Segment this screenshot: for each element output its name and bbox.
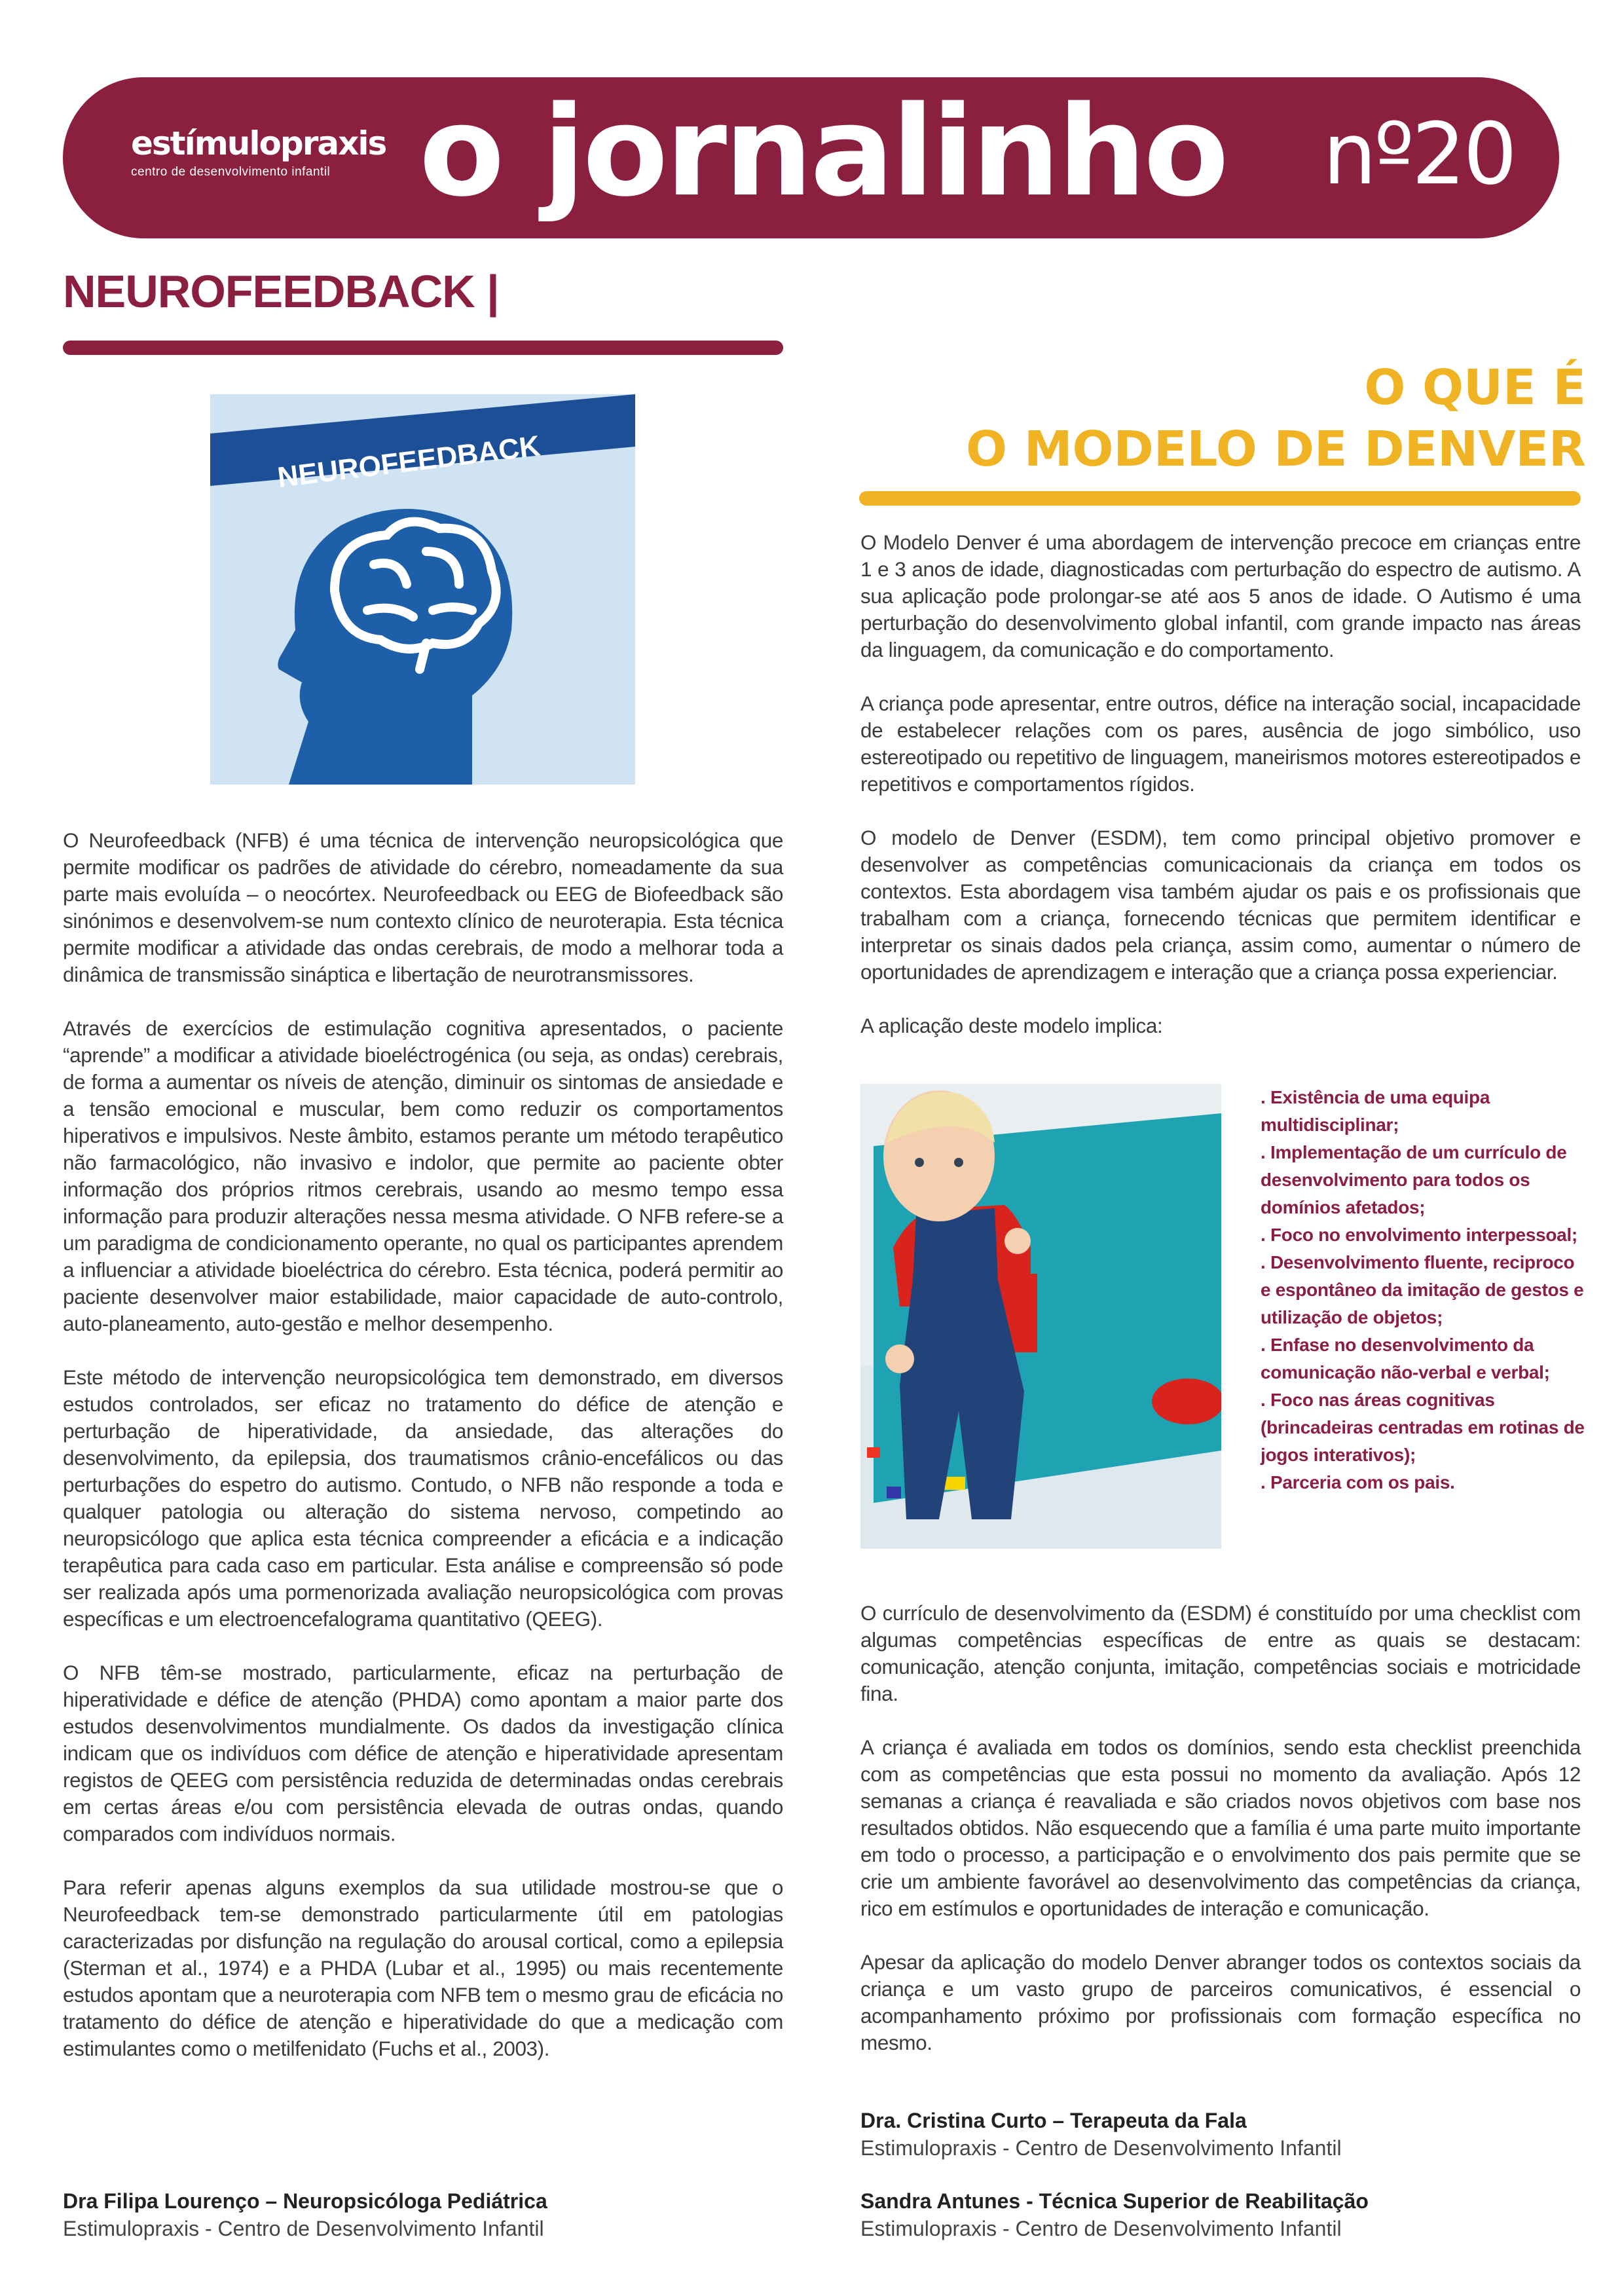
neurofeedback-article: [63, 827, 783, 2089]
article-paragraph: Para referir apenas alguns exemplos da sua utilidade mostrou-se que o Neurofeedback tem-se demonstrado particularmente útil em patologias caracterizadas por disfunção na regulação do arousal cortical, como a epilepsia (Sterman et al., 1974) e a PHDA (Lubar et al., 1995) ou mais recentemente estudos apontam que a neuroterapia com NFB tem o mesmo grau de eficácia no tratamento do défice de atenção e hiperatividade do que a medicação com estimulantes como o metilfenidato (Fuchs et al., 2003).: [63, 1876, 783, 2060]
denver-article-top: [860, 529, 1581, 1066]
article-paragraph: A aplicação deste modelo implica:: [860, 1014, 1163, 1037]
author-org: Estimulopraxis - Centro de Desenvolvimento Infantil: [860, 2136, 1342, 2160]
author-name: Sandra Antunes - Técnica Superior de Reabilitação: [860, 2189, 1369, 2213]
article-paragraph: Apesar da aplicação do modelo Denver abranger todos os contextos sociais da criança e um vasto grupo de parceiros comunicativos, é essencial o acompanhamento próximo por profissionais com formação específica no mesmo.: [860, 1950, 1581, 2054]
author-name: Dra. Cristina Curto – Terapeuta da Fala: [860, 2109, 1247, 2132]
author-signature: [860, 2187, 1369, 2242]
neurofeedback-image: [210, 394, 635, 785]
article-paragraph: O modelo de Denver (ESDM), tem como principal objetivo promover e desenvolver as competências comunicacionais da criança em todos os contextos. Esta abordagem visa também ajudar os pais e os profissionais que trabalham com a criança, fornecendo técnicas que permitem identificar e interpretar os sinais dados pela criança, assim como, aumentar o número de oportunidades de aprendizagem e interação que a criança possa experienciar.: [860, 826, 1581, 984]
list-item: . Existência de uma equipa multidisciplinar;: [1261, 1087, 1490, 1135]
author-signature: [63, 2187, 547, 2242]
denver-heading-line2: O MODELO DE DENVER: [966, 421, 1586, 477]
list-item: . Implementação de um currículo de desenvolvimento para todos os domínios afetados;: [1261, 1142, 1567, 1217]
article-paragraph: O currículo de desenvolvimento da (ESDM) é constituído por uma checklist com algumas competências específicas de entre as quais se destacam: comunicação, atenção conjunta, imitação, competências sociais e motricidade fina.: [860, 1601, 1581, 1705]
heading-divider: [859, 491, 1581, 506]
article-paragraph: Através de exercícios de estimulação cognitiva apresentados, o paciente “aprende” a modificar a atividade bioeléctrogénica (ou seja, as ondas) cerebrais, de forma a aumentar os níveis de atenção, diminuir os sintomas de ansiedade e a tensão emocional e muscular, bem como reduzir os comportamentos hiperativos e impulsivos. Neste âmbito, estamos perante um método terapêutico não farmacológico, não invasivo e indolor, que permite ao paciente obter informação dos próprios ritmos cerebrais, usando ao mesmo tempo essa informação para produzir alterações nessa mesma atividade. O NFB refere-se a um paradigma de condicionamento operante, no qual os participantes aprendem a influenciar a atividade bioeléctrica do cérebro. Esta técnica, poderá permitir ao paciente desenvolver maior estabilidade, maior capacidade de auto-controlo, auto-planeamento, auto-gestão e melhor desempenho.: [63, 1016, 783, 1335]
logo-name: estímulopraxis: [131, 124, 386, 162]
denver-heading: [859, 357, 1586, 480]
article-paragraph: O Modelo Denver é uma abordagem de intervenção precoce em crianças entre 1 e 3 anos de idade, diagnosticadas com perturbação do espectro de autismo. A sua aplicação pode prolongar-se até aos 5 anos de idade. O Autismo é uma perturbação do desenvolvimento global infantil, com grande impacto nas áreas da linguagem, da comunicação e do comportamento.: [860, 530, 1581, 661]
heading-divider: [63, 341, 783, 355]
image-banner-text: NEUROFEEDBACK: [276, 430, 542, 494]
denver-requirements-list: [1261, 1084, 1588, 1496]
issue-number: nº20: [1323, 104, 1515, 204]
list-item: . Foco nas áreas cognitivas (brincadeiras centradas em rotinas de jogos interativos);: [1261, 1390, 1585, 1465]
neurofeedback-heading: NEUROFEEDBACK |: [63, 266, 499, 317]
list-item: . Enfase no desenvolvimento da comunicação não-verbal e verbal;: [1261, 1335, 1550, 1382]
list-item: . Parceria com os pais.: [1261, 1472, 1455, 1492]
article-paragraph: O NFB têm-se mostrado, particularmente, eficaz na perturbação de hiperatividade e défice de atenção (PHDA) como apontam a maior parte dos estudos desenvolvimentos mundialmente. Os dados da investigação clínica indicam que os indivíduos com défice de atenção e hiperatividade apresentam registos de QEEG com persistência reduzida de determinadas ondas cerebrais em certas áreas e/ou com persistência elevada de outras ondas, quando comparados com indivíduos normais.: [63, 1661, 783, 1845]
author-org: Estimulopraxis - Centro de Desenvolvimento Infantil: [63, 2217, 544, 2240]
newsletter-title: o jornalinho: [419, 79, 1226, 224]
author-org: Estimulopraxis - Centro de Desenvolvimento Infantil: [860, 2217, 1342, 2240]
list-item: . Desenvolvimento fluente, reciproco e espontâneo da imitação de gestos e utilização de objetos;: [1261, 1252, 1584, 1327]
logo: [131, 124, 386, 179]
article-paragraph: Este método de intervenção neuropsicológica tem demonstrado, em diversos estudos controlados, ser eficaz no tratamento do défice de atenção e perturbação de hiperatividade, da ansiedade, das alterações do desenvolvimento, da epilepsia, dos traumatismos crânio-encefálicos ou das perturbações do espetro do autismo. Contudo, o NFB não responde a toda e qualquer patologia ou alteração do sistema nervoso, competindo ao neuropsicólogo que aplica esta técnica compreender a eficácia e a indicação terapêutica para cada caso em particular. Esta análise e compreensão só pode ser realizada após uma pormenorizada avaliação neuropsicológica com provas específicas e um electroencefalograma quantitativo (QEEG).: [63, 1365, 783, 1631]
author-name: Dra Filipa Lourenço – Neuropsicóloga Pediátrica: [63, 2189, 547, 2213]
list-item: . Foco no envolvimento interpessoal;: [1261, 1225, 1577, 1245]
denver-heading-line1: O QUE É: [1364, 360, 1586, 416]
article-paragraph: A criança é avaliada em todos os domínios, sendo esta checklist preenchida com as competências que esta possui no momento da avaliação. Após 12 semanas a criança é reavaliada e são criados novos objetivos com base nos resultados obtidos. Não esquecendo que a família é uma parte muito importante em todo o processo, a participação e o envolvimento dos pais permite que se crie um ambiente favorável ao desenvolvimento das competências da criança, rico em estímulos e oportunidades de interação e comunicação.: [860, 1735, 1581, 1920]
article-paragraph: O Neurofeedback (NFB) é uma técnica de intervenção neuropsicológica que permite modificar os padrões de atividade do cérebro, nomeadamente da sua parte mais evoluída – o neocórtex. Neurofeedback ou EEG de Biofeedback são sinónimos e desenvolvem-se num contexto clínico de neuroterapia. Esta técnica permite modificar a atividade das ondas cerebrais, de modo a melhorar toda a dinâmica de transmissão sináptica e libertação de neurotransmissores.: [63, 828, 783, 986]
logo-subtitle: centro de desenvolvimento infantil: [131, 165, 331, 179]
baby-photo: [860, 1084, 1221, 1549]
denver-article-bottom: [860, 1600, 1581, 2083]
article-paragraph: A criança pode apresentar, entre outros, défice na interação social, incapacidade de estabelecer relações com os pares, ausência de jogo simbólico, uso estereotipado ou repetitivo de linguagem, maneirismos motores estereotipados e repetitivos e comportamentos rígidos.: [860, 692, 1581, 796]
author-signature: [860, 2107, 1342, 2162]
